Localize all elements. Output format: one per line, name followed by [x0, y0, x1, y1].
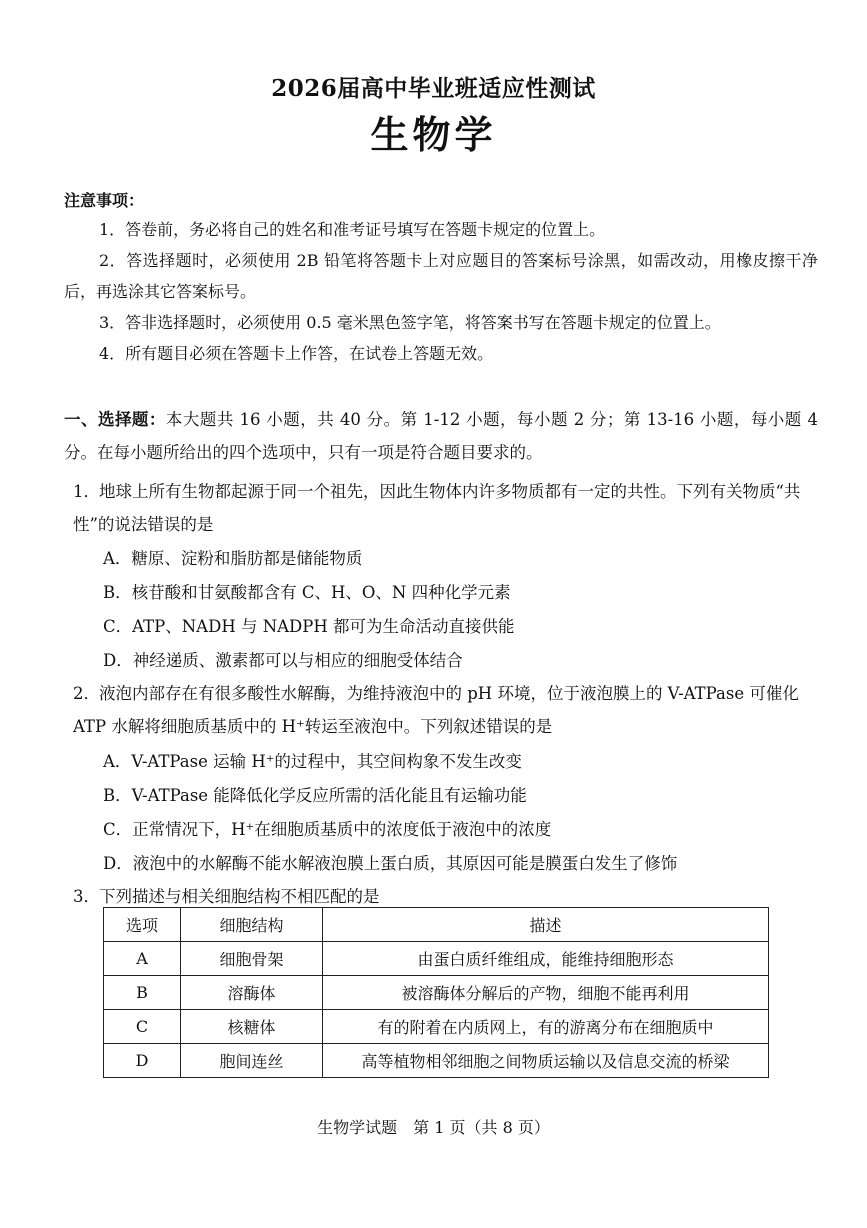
section-instructions: [64, 403, 818, 469]
table-cell: 核糖体: [181, 1010, 323, 1044]
question-2-stem: [73, 677, 818, 743]
question-text: 液泡内部存在有很多酸性水解酶，为维持液泡中的 pH 环境，位于液泡膜上的 V-ATPase 可催化 ATP 水解将细胞质基质中的 H⁺转运至液泡中。下列叙述错误的是: [73, 684, 799, 736]
question-text: 地球上所有生物都起源于同一个祖先，因此生物体内许多物质都有一定的共性。下列有关物质“共性”的说法错误的是: [73, 482, 801, 534]
question-2-option-b: B．V-ATPase 能降低化学反应所需的活化能且有运输功能: [103, 786, 527, 805]
note-item: 2．答选择题时，必须使用 2B 铅笔将答题卡上对应题目的答案标号涂黑，如需改动，用橡皮擦干净后，再选涂其它答案标号。: [64, 251, 818, 301]
exam-title: 2026届高中毕业班适应性测试: [271, 75, 596, 102]
table-cell: 细胞骨架: [181, 942, 323, 976]
table-cell: B: [104, 976, 181, 1010]
table-cell: 有的附着在内质网上，有的游离分布在细胞质中: [323, 1010, 769, 1044]
table-cell: C: [104, 1010, 181, 1044]
question-1-option-d: D．神经递质、激素都可以与相应的细胞受体结合: [103, 651, 463, 670]
table-header-row: [104, 908, 769, 942]
question-1-option-c: C．ATP、NADH 与 NADPH 都可为生命活动直接供能: [103, 617, 515, 636]
table-header: 细胞结构: [181, 908, 323, 942]
table-cell: 高等植物相邻细胞之间物质运输以及信息交流的桥梁: [323, 1044, 769, 1078]
table-cell: A: [104, 942, 181, 976]
table-row: [104, 976, 769, 1010]
question-1-option-b: B．核苷酸和甘氨酸都含有 C、H、O、N 四种化学元素: [103, 583, 511, 602]
subject-title: 生物学: [370, 112, 497, 157]
note-item: 1．答卷前，务必将自己的姓名和准考证号填写在答题卡规定的位置上。: [99, 220, 606, 239]
table-header: 选项: [104, 908, 181, 942]
section-text: 本大题共 16 小题，共 40 分。第 1-12 小题，每小题 2 分；第 13-16 小题，每小题 4 分。在每小题所给出的四个选项中，只有一项是符合题目要求的。: [64, 410, 818, 462]
section-heading: 一、选择题：: [64, 410, 166, 429]
question-2-option-c: C．正常情况下，H⁺在细胞质基质中的浓度低于液泡中的浓度: [103, 820, 552, 839]
table-cell: 被溶酶体分解后的产物，细胞不能再利用: [323, 976, 769, 1010]
table-cell: 胞间连丝: [181, 1044, 323, 1078]
notes-list: [64, 214, 818, 369]
page-footer: 生物学试题 第 1 页（共 8 页）: [317, 1118, 550, 1137]
table-row: [104, 1044, 769, 1078]
table-row: [104, 1010, 769, 1044]
table-cell: 溶酶体: [181, 976, 323, 1010]
note-item: 3．答非选择题时，必须使用 0.5 毫米黑色签字笔，将答案书写在答题卡规定的位置上。: [99, 313, 721, 332]
notes-heading: 注意事项：: [64, 191, 145, 210]
table-cell: 由蛋白质纤维组成，能维持细胞形态: [323, 942, 769, 976]
table-header: 描述: [323, 908, 769, 942]
question-2-option-d: D．液泡中的水解酶不能水解液泡膜上蛋白质，其原因可能是膜蛋白发生了修饰: [103, 854, 678, 873]
question-3-table: [103, 907, 769, 1078]
table-cell: D: [104, 1044, 181, 1078]
note-item: 4．所有题目必须在答题卡上作答，在试卷上答题无效。: [99, 344, 494, 363]
question-1-stem: [73, 475, 818, 541]
question-number: 1．: [73, 482, 100, 501]
table-row: [104, 942, 769, 976]
question-1-option-a: A．糖原、淀粉和脂肪都是储能物质: [103, 549, 363, 568]
question-2-option-a: A．V-ATPase 运输 H⁺的过程中，其空间构象不发生改变: [103, 752, 522, 771]
question-number: 2．: [73, 684, 100, 703]
question-number: 3．: [73, 887, 100, 906]
question-text: 下列描述与相关细胞结构不相匹配的是: [99, 887, 380, 906]
